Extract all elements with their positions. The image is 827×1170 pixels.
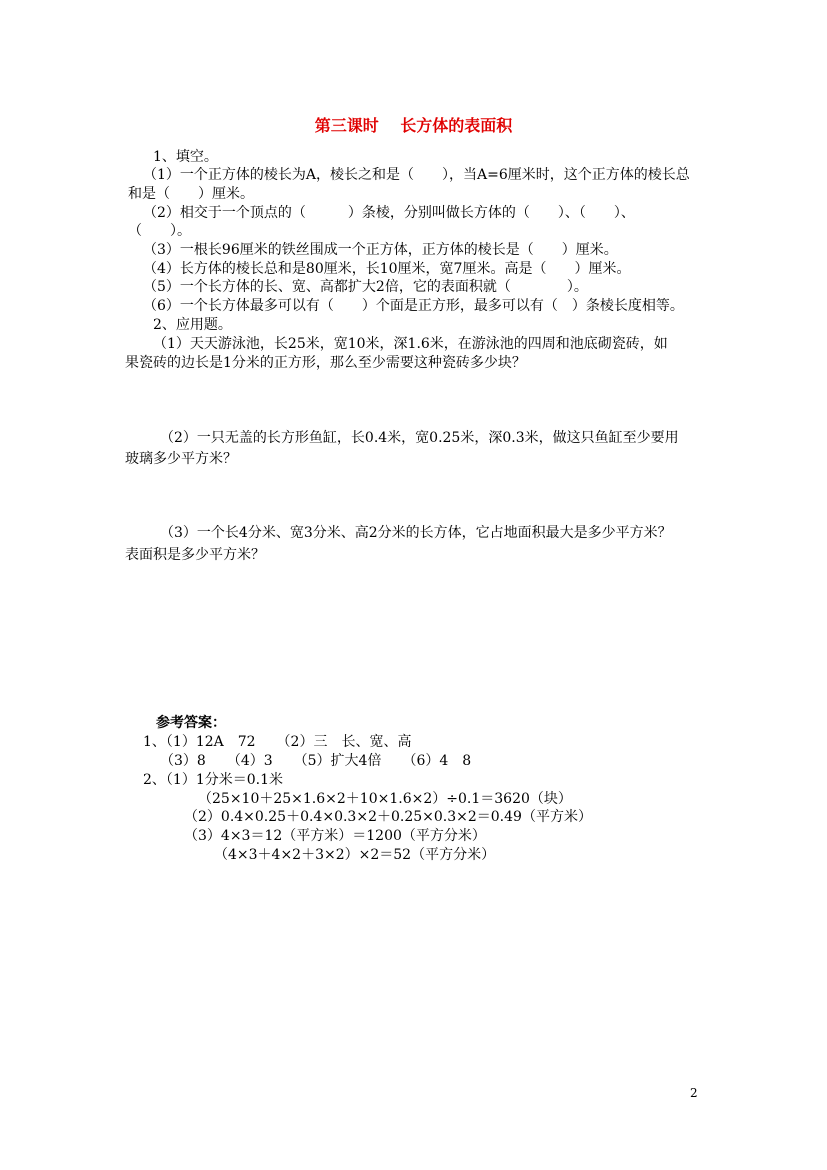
page-number: 2 [690,1086,698,1100]
answer1-line2: （3）8 （4）3 （5）扩大4倍 （6）4 8 [160,753,472,769]
q1-line1: （1）一个正方体的棱长为A，棱长之和是（ ），当A=6厘米时，这个正方体的棱长总 [143,167,690,183]
problem3-line2: 表面积是多少平方米？ [125,547,265,563]
answer1-line1: 1、（1）12A 72 （2）三 长、宽、高 [143,734,412,750]
q4: （4）长方体的棱长总和是80厘米，长10厘米，宽7厘米。高是（ ）厘米。 [143,261,631,277]
q5: （5）一个长方体的长、宽、高都扩大2倍，它的表面积就（ ）。 [143,279,588,295]
problem1-line1: （1）天天游泳池，长25米，宽10米，深1.6米，在游泳池的四周和池底砌瓷砖，如 [153,336,668,352]
problem3-line1: （3）一个长4分米、宽3分米、高2分米的长方体，它占地面积最大是多少平方米？ [160,525,672,541]
q2-line2: （ ）。 [128,223,191,239]
section1-heading: 1、填空。 [153,149,218,165]
section2-heading: 2、应用题。 [153,317,232,333]
answer2-line4: （3）4×3＝12（平方米）＝1200（平方分米） [184,828,486,844]
problem2-line2: 玻璃多少平方米？ [125,451,237,467]
page-title: 第三课时 长方体的表面积 [314,116,513,135]
q6: （6）一个长方体最多可以有（ ）个面是正方形，最多可以有（ ）条棱长度相等。 [143,298,684,314]
q2-line1: （2）相交于一个顶点的（ ）条棱，分别叫做长方体的（ ）、（ ）、 [143,205,635,221]
answer2-line2: （25×10＋25×1.6×2＋10×1.6×2）÷0.1＝3620（块） [198,791,572,807]
q3: （3）一根长96厘米的铁丝围成一个正方体，正方体的棱长是（ ）厘米。 [143,242,618,258]
problem2-line1: （2）一只无盖的长方形鱼缸，长0.4米，宽0.25米，深0.3米，做这只鱼缸至少要用 [160,430,679,446]
answer2-line3: （2）0.4×0.25＋0.4×0.3×2＋0.25×0.3×2＝0.49（平方米） [184,809,592,825]
answers-heading: 参考答案： [156,715,226,731]
answer2-line1: 2、（1）1分米＝0.1米 [143,772,283,788]
answer2-line5: （4×3＋4×2＋3×2）×2＝52（平方分米） [214,847,496,863]
problem1-line2: 果瓷砖的边长是1分米的正方形，那么至少需要这种瓷砖多少块？ [125,355,526,371]
q1-line2: 和是（ ）厘米。 [128,186,254,202]
